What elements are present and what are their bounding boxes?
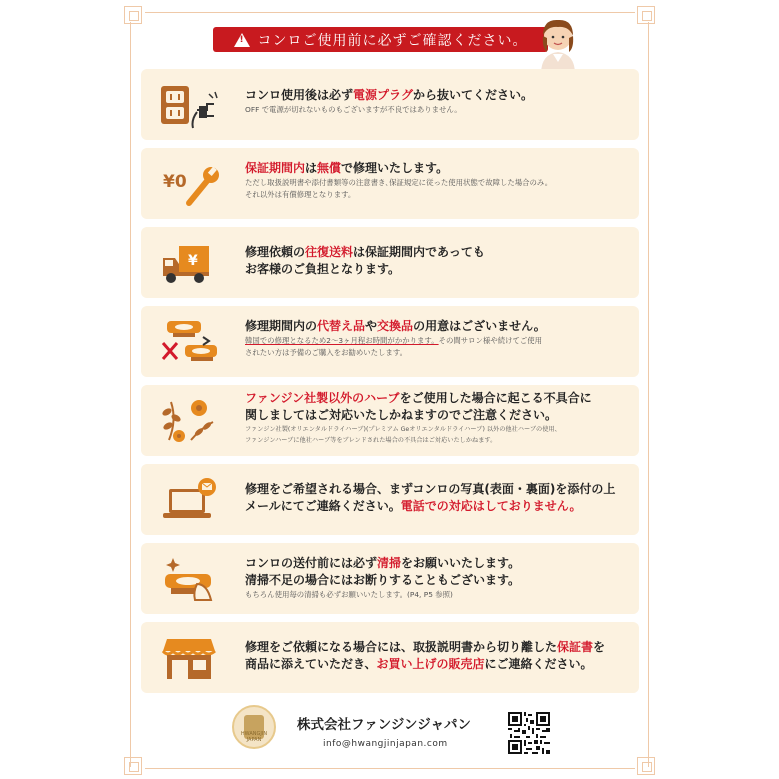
card-main-text: 関しましてはご対応いたしかねますのでご注意ください。 (245, 408, 558, 422)
card-main-text: ファンジン社製以外のハーブをご使用した場合に起こる不具合に (245, 391, 592, 405)
free-repair-wrench-icon (159, 159, 221, 209)
corner-ornament (124, 757, 142, 775)
corner-ornament (637, 757, 655, 775)
company-name: 株式会社ファンジンジャパン (297, 717, 471, 733)
card-main-text: 商品に添えていただき、お買い上げの販売店にご連絡ください。 (245, 657, 593, 671)
corner-ornament (124, 6, 142, 24)
notice-card-replacement (141, 306, 639, 377)
card-sub-text: ファンジンハーブに他社ハーブ等をブレンドされた場合の不具合はご対応いたしかねます。 (245, 437, 497, 444)
notice-card-cleaning (141, 543, 639, 614)
delivery-truck-yen-icon (159, 238, 221, 288)
card-sub-text: 韓国での修理となるため2〜3ヶ月程お時間がかかります。その間サロン様や続けてご使用 (245, 336, 543, 345)
card-sub-text: ただし取扱説明書や添付書類等の注意書き､保証規定に従った使用状態で故障した場合のみ。 (245, 178, 553, 187)
power-outlet-plug-icon (159, 80, 221, 130)
svg-text:¥: ¥ (188, 253, 198, 269)
card-main-text: メールにてご連絡ください。電話での対応はしておりません。 (245, 499, 582, 513)
border-right (648, 22, 649, 767)
notice-card-shipping (141, 227, 639, 298)
card-sub-text: それ以外は有償修理となります。 (245, 190, 356, 199)
card-sub-text: OFF で電源が切れないものもございますが不良ではありません。 (245, 105, 462, 114)
card-main-text: 修理をご依頼になる場合には、取扱説明書から切り離した保証書を (245, 640, 606, 654)
cleaning-stove-icon (159, 554, 221, 604)
no-replacement-stove-icon (159, 317, 221, 367)
card-main-text: 保証期間内は無償で修理いたします。 (245, 161, 449, 175)
notice-card-email (141, 464, 639, 535)
card-sub-text: ファンジン社製(オリエンタルドライハーブ)(プレミアム Geオリエンタルドライハーブ) 以外の他社ハーブの使用、 (245, 426, 561, 433)
card-main-text: 修理依頼の往復送料は保証期間内であっても (245, 245, 485, 259)
qr-code[interactable] (508, 712, 550, 754)
laptop-mail-icon (159, 475, 221, 525)
card-main-text: お客様のご負担となります。 (245, 262, 401, 276)
herb-flower-icon (159, 396, 221, 446)
notice-card-warranty (141, 148, 639, 219)
border-top (145, 12, 635, 13)
shop-store-icon (159, 633, 221, 683)
notice-card-unplug (141, 69, 639, 140)
corner-ornament (637, 6, 655, 24)
staff-woman-icon (533, 14, 583, 74)
company-email[interactable]: info@hwangjinjapan.com (323, 739, 448, 749)
card-sub-text: もちろん使用毎の清掃も必ずお願いいたします。(P4, P5 参照) (245, 590, 453, 599)
card-main-text: 清掃不足の場合にはお断りすることもございます。 (245, 573, 521, 587)
notice-card-herbs (141, 385, 639, 456)
warning-banner (213, 27, 548, 52)
svg-text:¥0: ¥0 (163, 172, 187, 192)
card-main-text: 修理期間内の代替え品や交換品の用意はございません。 (245, 319, 546, 333)
border-bottom (145, 768, 635, 769)
logo-text: HWANGJIN JAPAN (240, 731, 268, 743)
company-logo (232, 705, 276, 749)
border-left (130, 22, 131, 767)
card-sub-text: されたい方は予備のご購入をお勧めいたします。 (245, 348, 408, 357)
card-main-text: 修理をご希望される場合、まずコンロの写真(表面・裏面)を添付の上 (245, 482, 616, 496)
notice-card-store (141, 622, 639, 693)
banner-text: コンロご使用前に必ずご確認ください。 (257, 32, 528, 49)
warning-icon (234, 33, 250, 47)
card-main-text: コンロ使用後は必ず電源プラグから抜いてください。 (245, 88, 534, 102)
card-main-text: コンロの送付前には必ず清掃をお願いいたします。 (245, 556, 521, 570)
